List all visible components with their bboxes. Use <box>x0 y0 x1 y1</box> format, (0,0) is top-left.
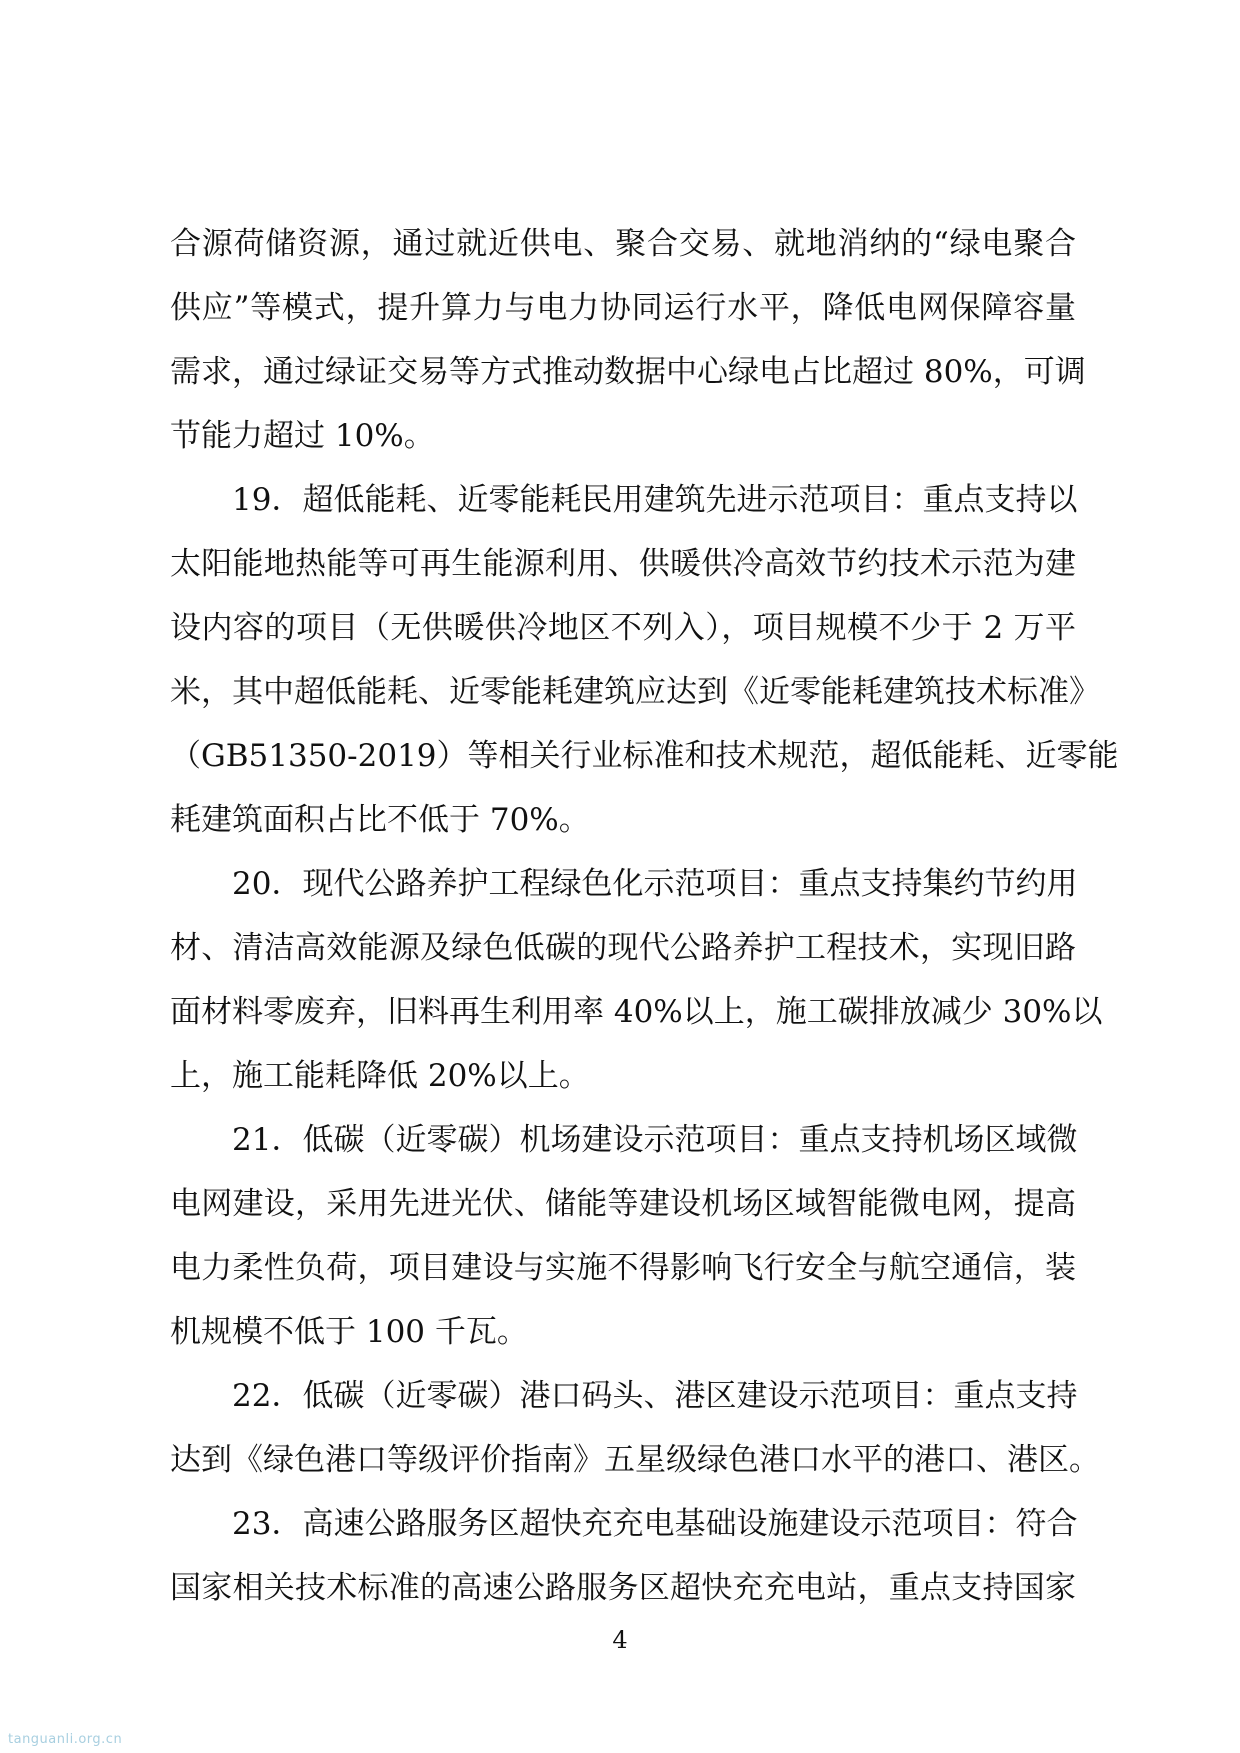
text-line: 19．超低能耗、近零能耗民用建筑先进示范项目：重点支持以 <box>232 482 1078 518</box>
text-line: 设内容的项目（无供暖供冷地区不列入），项目规模不少于 2 万平 <box>170 610 1076 646</box>
text-line: 23．高速公路服务区超快充充电基础设施建设示范项目：符合 <box>232 1506 1078 1542</box>
text-line: 节能力超过 10%。 <box>170 418 435 454</box>
text-line: 20．现代公路养护工程绿色化示范项目：重点支持集约节约用 <box>232 866 1078 902</box>
text-line: 上，施工能耗降低 20%以上。 <box>170 1058 590 1094</box>
text-line: 合源荷储资源，通过就近供电、聚合交易、就地消纳的“绿电聚合 <box>170 226 1076 262</box>
text-line: 材、清洁高效能源及绿色低碳的现代公路养护工程技术，实现旧路 <box>170 930 1076 966</box>
text-line: 21．低碳（近零碳）机场建设示范项目：重点支持机场区域微 <box>232 1122 1078 1158</box>
text-line: 22．低碳（近零碳）港口码头、港区建设示范项目：重点支持 <box>232 1378 1078 1414</box>
text-line: （GB51350-2019）等相关行业标准和技术规范，超低能耗、近零能 <box>170 738 1119 774</box>
text-line: 太阳能地热能等可再生能源利用、供暖供冷高效节约技术示范为建 <box>170 546 1076 582</box>
text-line: 达到《绿色港口等级评价指南》五星级绿色港口水平的港口、港区。 <box>170 1442 1100 1478</box>
text-line: 供应”等模式，提升算力与电力协同运行水平，降低电网保障容量 <box>170 290 1076 326</box>
document-body <box>170 212 1119 1620</box>
text-line: 耗建筑面积占比不低于 70%。 <box>170 802 590 838</box>
text-line: 机规模不低于 100 千瓦。 <box>170 1314 528 1350</box>
text-line: 电力柔性负荷，项目建设与实施不得影响飞行安全与航空通信，装 <box>170 1250 1076 1286</box>
text-line: 米，其中超低能耗、近零能耗建筑应达到《近零能耗建筑技术标准》 <box>170 674 1100 710</box>
text-line: 面材料零废弃，旧料再生利用率 40%以上，施工碳排放减少 30%以 <box>170 994 1103 1030</box>
text-line: 需求，通过绿证交易等方式推动数据中心绿电占比超过 80%，可调 <box>170 354 1086 390</box>
text-line: 电网建设，采用先进光伏、储能等建设机场区域智能微电网，提高 <box>170 1186 1076 1222</box>
watermark: tanguanli.org.cn <box>8 1732 123 1747</box>
text-line: 国家相关技术标准的高速公路服务区超快充充电站，重点支持国家 <box>170 1570 1076 1606</box>
page-number: 4 <box>612 1626 628 1654</box>
